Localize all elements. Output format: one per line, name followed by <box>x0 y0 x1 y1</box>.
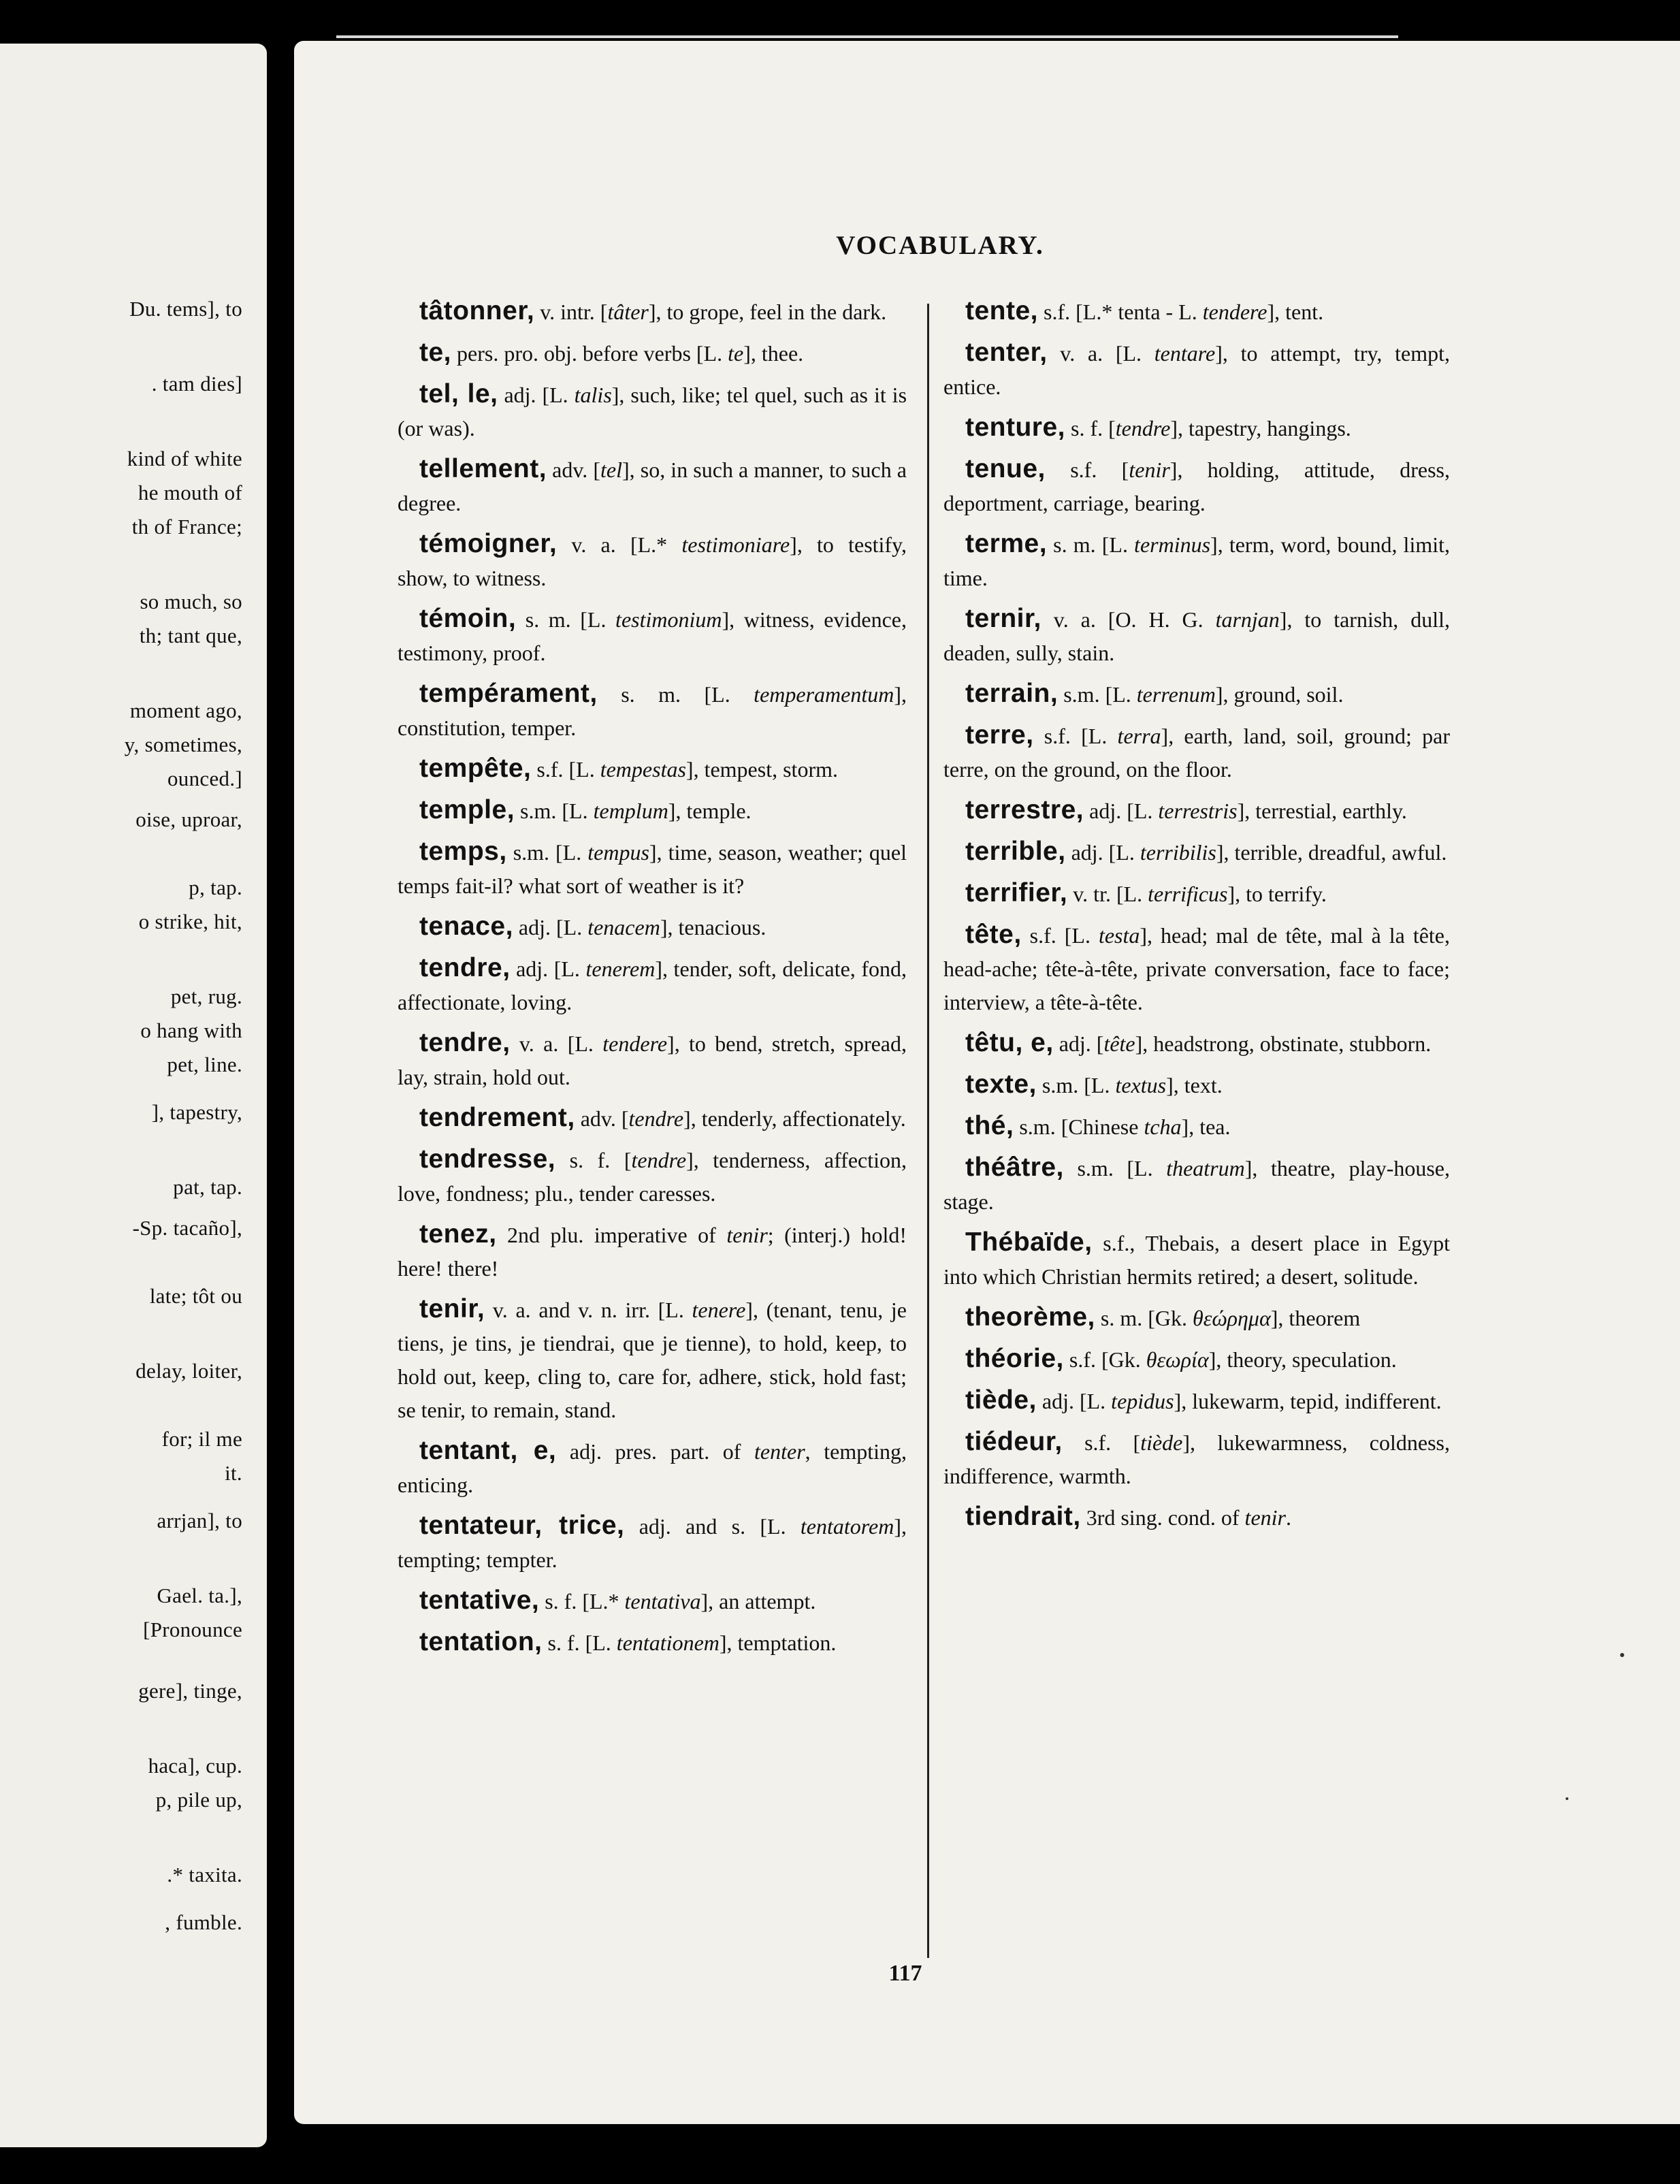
entry-text: adj. [L. <box>1084 799 1159 823</box>
entry-headword: temps, <box>419 837 507 866</box>
dictionary-entry <box>398 294 907 329</box>
dictionary-entry <box>943 1151 1450 1219</box>
entry-headword: tâtonner, <box>419 296 535 325</box>
entry-etymon: tenacem <box>587 915 660 940</box>
entry-headword: tenture, <box>965 413 1066 442</box>
dictionary-entry <box>943 1383 1450 1418</box>
entry-text: s. f. [L.* <box>539 1589 625 1613</box>
entry-headword: tiédeur, <box>965 1427 1063 1456</box>
entry-text: ], terrible, dreadful, awful. <box>1216 840 1447 865</box>
entry-text: ], temptation. <box>719 1631 837 1655</box>
facing-page-text: pet, line. <box>167 1053 242 1076</box>
entry-text: 2nd plu. imperative of <box>496 1223 727 1247</box>
entry-text: ], text. <box>1166 1073 1223 1097</box>
facing-page-text: he mouth of <box>138 481 242 504</box>
facing-page-text: oise, uproar, <box>135 807 242 831</box>
entry-headword: théorie, <box>965 1344 1064 1373</box>
entry-etymon: terminus <box>1134 532 1211 557</box>
entry-etymon: tenir <box>726 1223 768 1247</box>
entry-text: pers. pro. obj. before verbs [L. <box>451 341 728 366</box>
entry-headword: tentation, <box>419 1627 543 1656</box>
dictionary-entry <box>398 1101 907 1136</box>
entry-headword: tentateur, trice, <box>419 1511 625 1540</box>
dictionary-entry <box>943 793 1450 828</box>
facing-page-text: ], tapestry, <box>151 1100 242 1124</box>
entry-headword: tellement, <box>419 454 547 483</box>
entry-headword: Thébaïde, <box>965 1227 1093 1257</box>
entry-text: s.f. [L. <box>1033 724 1118 748</box>
page-speck <box>1566 1797 1568 1800</box>
facing-page-text: p, tap. <box>189 876 242 899</box>
entry-headword: tenace, <box>419 912 513 941</box>
entry-headword: tenter, <box>965 338 1048 367</box>
page-number: 117 <box>888 1961 922 1986</box>
entry-text: s.f. [ <box>1062 1430 1141 1455</box>
facing-page-text: -Sp. tacaño], <box>132 1216 242 1240</box>
facing-page-text: , fumble. <box>165 1910 242 1934</box>
dictionary-entry <box>943 876 1450 911</box>
facing-page-text: haca], cup. <box>148 1754 242 1778</box>
entry-text: ], theatre, play-house, stage. <box>943 1156 1451 1214</box>
entry-text: s.m. [Chinese <box>1014 1114 1144 1139</box>
entry-headword: tempérament, <box>419 679 598 708</box>
entry-headword: témoin, <box>419 604 517 633</box>
entry-text: ], an attempt. <box>700 1589 816 1613</box>
entry-headword: thé, <box>965 1111 1014 1140</box>
entry-text: s.m. [L. <box>1058 682 1137 707</box>
entry-text: s. m. [L. <box>516 607 616 632</box>
dictionary-entry <box>398 1434 907 1502</box>
facing-page-text: Gael. ta.], <box>157 1584 242 1607</box>
entry-headword: tentant, e, <box>419 1436 557 1465</box>
entry-headword: tenue, <box>965 454 1046 483</box>
entry-text: s. f. [ <box>1065 416 1116 440</box>
facing-page-text: th of France; <box>131 515 242 539</box>
entry-text: ], term, word, bound, limit, time. <box>943 532 1450 590</box>
dictionary-entry <box>398 752 907 786</box>
dictionary-entry <box>943 1342 1450 1377</box>
entry-text: ], terrestial, earthly. <box>1237 799 1407 823</box>
entry-text: ], tender, soft, delicate, fond, affectionate, loving. <box>398 957 907 1014</box>
entry-headword: terrestre, <box>965 795 1084 824</box>
entry-text: , tempting, enticing. <box>398 1439 907 1497</box>
column-rule <box>927 304 929 1958</box>
dictionary-entry <box>943 602 1450 670</box>
entry-text: ], theorem <box>1270 1306 1361 1330</box>
facing-page-text: kind of white <box>127 447 242 470</box>
page-speck <box>1620 1653 1624 1657</box>
entry-etymon: tenerem <box>585 957 656 981</box>
entry-etymon: tenir <box>1129 457 1170 482</box>
entry-headword: temple, <box>419 795 515 824</box>
facing-page-text: o hang with <box>140 1018 242 1042</box>
entry-text: ], thee. <box>743 341 804 366</box>
dictionary-entry <box>943 1425 1450 1493</box>
facing-page-text: it. <box>225 1461 242 1485</box>
dictionary-entry <box>943 1109 1450 1144</box>
entry-text: adv. [ <box>547 457 601 482</box>
facing-page-text: arrjan], to <box>157 1509 242 1532</box>
page-edge-line <box>336 35 1398 38</box>
facing-page-text: ounced.] <box>167 767 242 790</box>
entry-headword: tendresse, <box>419 1144 556 1174</box>
entry-etymon: tiède <box>1140 1430 1183 1455</box>
entry-headword: tentative, <box>419 1586 540 1615</box>
dictionary-entry <box>398 1142 907 1210</box>
entry-text: v. tr. [L. <box>1067 882 1148 906</box>
entry-etymon: textus <box>1115 1073 1167 1097</box>
dictionary-entry <box>398 452 907 520</box>
entry-headword: tendre, <box>419 953 511 982</box>
entry-text: ], tenderly, affectionately. <box>683 1106 906 1131</box>
entry-etymon: tendre <box>1115 416 1171 440</box>
entry-headword: têtu, e, <box>965 1028 1054 1057</box>
dictionary-entry <box>943 1300 1450 1335</box>
dictionary-entry <box>943 1225 1450 1294</box>
entry-headword: terrifier, <box>965 878 1068 908</box>
entry-etymon: tenere <box>692 1298 746 1322</box>
entry-text: ], ground, soil. <box>1215 682 1344 707</box>
entry-text: 3rd sing. cond. of <box>1080 1505 1245 1530</box>
entry-text: v. a. [L.* <box>557 532 682 557</box>
entry-text: ], temple. <box>668 799 752 823</box>
entry-text: ], tempting; tempter. <box>398 1514 907 1572</box>
facing-page-text: for; il me <box>161 1427 242 1451</box>
entry-headword: tendre, <box>419 1028 511 1057</box>
dictionary-entry <box>943 452 1450 520</box>
entry-text: adv. [ <box>575 1106 629 1131</box>
left-column <box>398 294 907 1667</box>
entry-etymon: temperamentum <box>754 682 894 707</box>
entry-text: ], tapestry, hangings. <box>1170 416 1351 440</box>
facing-page-fragment <box>0 44 267 2147</box>
entry-text: adj. [L. <box>1065 840 1140 865</box>
dictionary-entry <box>943 835 1450 869</box>
entry-etymon: tcha <box>1144 1114 1182 1139</box>
dictionary-entry <box>398 377 907 445</box>
entry-headword: tenez, <box>419 1219 497 1249</box>
entry-text: adj. and s. [L. <box>624 1514 801 1539</box>
entry-etymon: tentatorem <box>800 1514 894 1539</box>
entry-headword: tiède, <box>965 1385 1037 1415</box>
entry-etymon: terra <box>1117 724 1161 748</box>
entry-text: ], to attempt, try, tempt, entice. <box>943 341 1450 399</box>
entry-headword: tiendrait, <box>965 1502 1081 1531</box>
dictionary-entry <box>943 677 1450 711</box>
entry-text: ; (interj.) hold! here! there! <box>398 1223 907 1281</box>
entry-text: ], to grope, feel in the dark. <box>648 300 887 324</box>
entry-text: adj. [L. <box>498 383 575 407</box>
entry-text: s.m. [L. <box>1036 1073 1116 1097</box>
dictionary-entry <box>398 951 907 1019</box>
entry-text: v. a. [L. <box>510 1031 603 1056</box>
dictionary-entry <box>398 677 907 745</box>
entry-text: s.f. [L. <box>531 757 600 782</box>
dictionary-entry <box>943 718 1450 786</box>
entry-headword: texte, <box>965 1070 1037 1099</box>
entry-text: ], headstrong, obstinate, stubborn. <box>1135 1031 1432 1056</box>
entry-headword: te, <box>419 338 452 367</box>
facing-page-text: th; tant que, <box>139 624 242 647</box>
entry-text: ], holding, attitude, dress, deportment, carriage, bearing. <box>943 457 1451 515</box>
entry-etymon: θεώρημα <box>1193 1306 1271 1330</box>
entry-etymon: tentationem <box>616 1631 720 1655</box>
entry-text: ], to terrify. <box>1227 882 1327 906</box>
entry-text: adj. [L. <box>1036 1389 1112 1413</box>
entry-etymon: terrestris <box>1158 799 1238 823</box>
entry-etymon: tête <box>1103 1031 1135 1056</box>
dictionary-entry <box>943 294 1450 329</box>
entry-etymon: θεωρία <box>1146 1347 1209 1372</box>
entry-text: ], theory, speculation. <box>1208 1347 1397 1372</box>
entry-text: adj. [ <box>1053 1031 1104 1056</box>
entry-text: ], so, in such a manner, to such a degree. <box>398 457 907 515</box>
facing-page-text: moment ago, <box>129 698 242 722</box>
entry-text: ], time, season, weather; quel temps fait-il? what sort of weather is it? <box>398 840 907 898</box>
dictionary-entry <box>943 411 1450 445</box>
entry-etymon: tentare <box>1154 341 1216 366</box>
running-head: VOCABULARY. <box>836 231 1044 260</box>
entry-headword: terme, <box>965 529 1048 558</box>
entry-etymon: tepidus <box>1111 1389 1174 1413</box>
entry-text: s. f. [L. <box>542 1631 617 1655</box>
facing-page-text: delay, loiter, <box>135 1359 242 1383</box>
entry-etymon: talis <box>574 383 612 407</box>
entry-etymon: tentativa <box>624 1589 701 1613</box>
entry-text: ], lukewarm, tepid, indifferent. <box>1174 1389 1442 1413</box>
entry-text: ], tempest, storm. <box>685 757 838 782</box>
dictionary-entry <box>398 527 907 595</box>
dictionary-entry <box>943 918 1450 1019</box>
entry-etymon: tempus <box>587 840 649 865</box>
entry-text: ], witness, evidence, testimony, proof. <box>398 607 907 665</box>
entry-text: ], (tenant, tenu, je tiens, je tins, je tiendrai, que je tienne), to hold, keep, to hold out, keep, cling to, care for, adhere, stick, hold fast; se tenir, to remain, stand. <box>398 1298 907 1422</box>
facing-page-text: so much, so <box>140 590 242 613</box>
dictionary-entry <box>398 1217 907 1285</box>
entry-text: ], tent. <box>1267 300 1324 324</box>
dictionary-entry <box>398 1509 907 1577</box>
entry-etymon: tâter <box>607 300 649 324</box>
facing-page-text: gere], tinge, <box>138 1679 242 1703</box>
entry-text: ], to tarnish, dull, deaden, sully, stain. <box>943 607 1451 665</box>
entry-headword: terrain, <box>965 679 1059 708</box>
entry-text: ], such, like; tel quel, such as it is (or was). <box>398 383 907 440</box>
entry-headword: terrible, <box>965 837 1066 866</box>
entry-etymon: tendere <box>602 1031 668 1056</box>
entry-etymon: templum <box>593 799 668 823</box>
entry-headword: tenir, <box>419 1294 485 1323</box>
dictionary-entry <box>398 1584 907 1618</box>
entry-text: ], earth, land, soil, ground; par terre, on the ground, on the floor. <box>943 724 1451 782</box>
entry-text: ], to testify, show, to witness. <box>398 532 907 590</box>
entry-text: adj. [L. <box>510 957 586 981</box>
entry-text: v. intr. [ <box>534 300 608 324</box>
entry-headword: tel, le, <box>419 379 498 408</box>
entry-etymon: terribilis <box>1140 840 1216 865</box>
dictionary-entry <box>943 1067 1450 1102</box>
entry-headword: témoigner, <box>419 529 558 558</box>
dictionary-entry <box>943 527 1450 595</box>
entry-headword: tente, <box>965 296 1039 325</box>
entry-etymon: tenir <box>1244 1505 1286 1530</box>
facing-page-text: pat, tap. <box>173 1175 242 1199</box>
entry-text: ], to bend, stretch, spread, lay, strain, hold out. <box>398 1031 907 1089</box>
dictionary-entry <box>943 1500 1450 1535</box>
dictionary-entry <box>398 1026 907 1094</box>
entry-text: v. a. [O. H. G. <box>1041 607 1216 632</box>
entry-etymon: tempestas <box>600 757 686 782</box>
entry-headword: terre, <box>965 720 1034 750</box>
entry-etymon: tendre <box>631 1148 687 1172</box>
entry-text: s.f. [ <box>1045 457 1129 482</box>
facing-page-text: pet, rug. <box>170 984 242 1008</box>
entry-text: v. a. [L. <box>1047 341 1154 366</box>
entry-text: s.f. [L.* tenta - L. <box>1038 300 1203 324</box>
entry-etymon: testa <box>1098 923 1140 948</box>
entry-text: adj. [L. <box>513 915 588 940</box>
entry-text: s.f. [L. <box>1021 923 1099 948</box>
entry-etymon: theatrum <box>1166 1156 1245 1181</box>
entry-text: ], lukewarmness, coldness, indifference, warmth. <box>943 1430 1450 1488</box>
dictionary-entry <box>398 910 907 944</box>
entry-text: s.f. [Gk. <box>1063 1347 1146 1372</box>
dictionary-entry <box>943 336 1450 404</box>
entry-text: s.m. [L. <box>506 840 588 865</box>
entry-text: v. a. and v. n. irr. [L. <box>485 1298 692 1322</box>
facing-page-text: Du. tems], to <box>129 297 242 321</box>
entry-text: s. m. [L. <box>597 682 754 707</box>
entry-text: ], tenacious. <box>660 915 766 940</box>
entry-text: s.m. [L. <box>515 799 594 823</box>
facing-page-text: . tam dies] <box>151 372 242 396</box>
entry-etymon: tendre <box>628 1106 684 1131</box>
dictionary-entry <box>398 336 907 370</box>
entry-etymon: testimonium <box>615 607 722 632</box>
dictionary-entry <box>398 793 907 828</box>
dictionary-entry <box>398 1625 907 1660</box>
entry-text: . <box>1285 1505 1291 1530</box>
entry-headword: tempête, <box>419 754 532 783</box>
entry-text: ], constitution, temper. <box>398 682 907 740</box>
entry-headword: ternir, <box>965 604 1041 633</box>
entry-etymon: tel <box>600 457 623 482</box>
entry-text: adj. pres. part. of <box>556 1439 755 1464</box>
entry-etymon: tarnjan <box>1215 607 1280 632</box>
entry-text: ], tenderness, affection, love, fondness; plu., tender caresses. <box>398 1148 907 1206</box>
facing-page-text: late; tôt ou <box>149 1284 242 1308</box>
entry-headword: tendrement, <box>419 1103 575 1132</box>
entry-text: s. m. [Gk. <box>1095 1306 1193 1330</box>
entry-text: s. f. [ <box>555 1148 632 1172</box>
entry-etymon: te <box>728 341 744 366</box>
entry-headword: tête, <box>965 920 1022 949</box>
dictionary-entry <box>398 1292 907 1427</box>
facing-page-text: y, sometimes, <box>124 733 242 756</box>
entry-etymon: testimoniare <box>681 532 790 557</box>
entry-etymon: terrenum <box>1136 682 1216 707</box>
entry-text: s.m. [L. <box>1063 1156 1167 1181</box>
facing-page-text: o strike, hit, <box>138 910 242 933</box>
entry-etymon: tenter <box>754 1439 805 1464</box>
entry-text: s. m. [L. <box>1047 532 1135 557</box>
entry-etymon: tendere <box>1202 300 1267 324</box>
dictionary-entry <box>398 602 907 670</box>
facing-page-text: p, pile up, <box>155 1788 242 1812</box>
entry-text: ], head; mal de tête, mal à la tête, head-ache; tête-à-tête, private conversation, face to face; interview, a tête-à-tête. <box>943 923 1451 1014</box>
right-column <box>943 294 1450 1541</box>
entry-text: s.f., Thebais, a desert place in Egypt into which Christian hermits retired; a desert, solitude. <box>943 1231 1450 1289</box>
entry-headword: théâtre, <box>965 1153 1064 1182</box>
dictionary-entry <box>398 835 907 903</box>
facing-page-text: .* taxita. <box>167 1863 242 1886</box>
facing-page-text: [Pronounce <box>143 1618 242 1641</box>
entry-headword: theorème, <box>965 1302 1095 1332</box>
entry-etymon: terrificus <box>1148 882 1228 906</box>
dictionary-entry <box>943 1026 1450 1061</box>
entry-text: ], tea. <box>1181 1114 1231 1139</box>
